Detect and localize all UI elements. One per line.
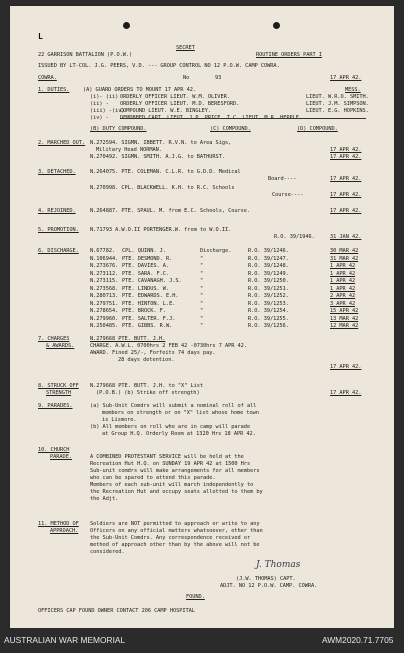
struck-off-date: 17 APR 42. bbox=[330, 390, 362, 396]
order-date: 17 APR 42. bbox=[330, 75, 362, 81]
approach-line: Officers on any official matters whatsoever, other than bbox=[90, 528, 263, 534]
discharge-date: 12 MAR 42 bbox=[330, 323, 359, 329]
church-line: A COMBINED PROTESTANT SERVICE will be held at the bbox=[90, 454, 244, 460]
discharge-note: Discharge. bbox=[200, 248, 232, 254]
discharge-ref: R.O. 39/1255. bbox=[248, 315, 289, 322]
parades-line: (a) Sub-Unit Comdrs will submit a nominal roll of all bbox=[90, 403, 257, 409]
discharge-date: 31 MAR 42 bbox=[330, 255, 359, 262]
detached-line: N.264075. PTE. COLEMAN. C.L.R. to G.D.D. Medical bbox=[90, 169, 241, 175]
discharge-name: PTE. DESMOND. R. bbox=[122, 255, 173, 262]
discharge-date: 30 MAR 42 bbox=[330, 248, 359, 254]
detached-date: 17 APR 42. bbox=[330, 176, 362, 182]
section-label-awards: & AWARDS. bbox=[46, 343, 75, 349]
section-label-duties: 1. DUTIES. bbox=[38, 87, 70, 93]
archive-footer bbox=[0, 628, 404, 653]
discharge-name: CPL. QUINN. J. bbox=[122, 248, 166, 254]
promotion-line: R.O. 39/1946. bbox=[274, 234, 315, 240]
issued-line: ISSUED BY LT-COL. J.G. PEERS, V.D. --- GROUP CONTROL NO 12 P.O.W. CAMP COWRA. bbox=[38, 63, 280, 69]
duty-row-item: (ii) - bbox=[90, 101, 109, 107]
archive-name: AUSTRALIAN WAR MEMORIAL bbox=[4, 635, 126, 645]
parades-line: members on strength or on "X" list whose home town bbox=[102, 410, 259, 416]
charges-line: AWARD. Fined 25/-, Forfeits 74 days pay. bbox=[90, 350, 216, 356]
duty-row-item: (iv) - bbox=[90, 115, 109, 121]
discharge-date: 13 MAR 42 bbox=[330, 315, 359, 322]
discharge-ref: R.O. 39/1250. bbox=[248, 278, 289, 284]
duty-row-text: ORDERLY OFFICER LIEUT. M.D. BERESFORD. bbox=[120, 101, 240, 107]
discharge-date: 3 APR 42 bbox=[330, 300, 356, 307]
discharge-note: " bbox=[200, 270, 204, 277]
section-label-method: 11. METHOD OF bbox=[38, 521, 79, 527]
charges-line: 28 days detention. bbox=[118, 357, 175, 363]
detached-line: N.270998. CPL. BLACKWELL. K.H. to R.C. Schools bbox=[90, 185, 235, 191]
discharge-name: PTE. EDWARDS. E.H. bbox=[122, 293, 179, 299]
marched-out-date: 17 APR 42. bbox=[330, 147, 362, 153]
discharge-service-number: N.273112. bbox=[90, 270, 119, 277]
discharge-name: PTE. DAVIES. A. bbox=[122, 263, 170, 269]
discharge-name: PTE. LINDUS. W. bbox=[122, 285, 170, 292]
signatory-name: (J.W. THOMAS) CAPT. bbox=[236, 576, 296, 582]
charges-line: CHARGE. A.W.L. 0700hrs 2 FEB 42 -0730hrs 7 APR 42. bbox=[90, 343, 247, 349]
approach-line: method of approach other than by the above will not be bbox=[90, 542, 260, 548]
discharge-service-number: N.273676. bbox=[90, 263, 119, 269]
church-line: Members of each sub-unit will march independently to bbox=[90, 482, 254, 488]
order-number: 93 bbox=[215, 75, 222, 81]
marched-out-line: Military Head NORMAN. bbox=[96, 147, 162, 153]
guard-orders-line: (A) GUARD ORDERS TO MOUNT 17 APR 42. bbox=[83, 87, 197, 93]
struck-off-line: N.279668 PTE. BUTT. J.H. to "X" List bbox=[90, 383, 204, 389]
discharge-ref: R.O. 39/1251. bbox=[248, 285, 289, 292]
duty-row-item: (iii) -(iv) bbox=[90, 108, 125, 114]
compound-head: (C) COMPOUND. bbox=[210, 126, 251, 132]
discharge-note: " bbox=[200, 300, 204, 307]
discharge-service-number: N.279960. bbox=[90, 315, 119, 322]
discharge-ref: R.O. 39/1248. bbox=[248, 263, 289, 269]
discharge-note: " bbox=[200, 293, 204, 299]
section-label-church: 10. CHURCH bbox=[38, 447, 70, 453]
discharge-note: " bbox=[200, 285, 204, 292]
detached-date: 17 APR 42. bbox=[330, 192, 362, 198]
unit-title: 22 GARRISON BATTALION (P.O.W.) bbox=[38, 52, 133, 58]
duty-compound-head: (B) DUTY COMPOUND. bbox=[90, 126, 147, 132]
discharge-ref: R.O. 39/1254. bbox=[248, 308, 289, 314]
duty-row-text: DEMOBBED CAPT. LIEUT. J.P. PRICE. T.C. LIEUT. M.R. HEPPLE. bbox=[120, 115, 303, 121]
discharge-name: PTE. GIBBS. R.W. bbox=[122, 323, 173, 329]
approach-line: considered. bbox=[90, 549, 125, 555]
church-line: the Recreation Hut and occupy seats allotted to them by bbox=[90, 489, 263, 495]
compound-head: (D) COMPOUND. bbox=[297, 126, 338, 132]
section-label-parade: PARADE. bbox=[50, 454, 72, 460]
approach-line: the Sub-Unit Comdrs. Any correspondence received or bbox=[90, 535, 251, 541]
discharge-note: " bbox=[200, 323, 204, 329]
discharge-ref: R.O. 39/1249. bbox=[248, 270, 289, 277]
promotion-date: 31 JAN 42. bbox=[330, 234, 362, 240]
discharge-service-number: N.280713. bbox=[90, 293, 119, 299]
church-line: Recreation Hut H.Q. on SUNDAY 19 APR 42 at 1500 Hrs bbox=[90, 461, 251, 467]
found-line: OFFICERS CAP FOUND OWNER CONTACT 206 CAMP HOSPITAL bbox=[38, 608, 195, 614]
approach-line: Soldiers are NOT permitted to approach or write to any bbox=[90, 521, 260, 527]
section-label-detached: 3. DETACHED. bbox=[38, 169, 76, 175]
discharge-service-number: N.106944. bbox=[90, 255, 119, 262]
handwritten-mark: L bbox=[38, 32, 43, 41]
discharge-service-number: N.250485. bbox=[90, 323, 119, 329]
discharge-service-number: N.67782. bbox=[90, 248, 116, 254]
discharge-name: PTE. SALTER. F.J. bbox=[122, 315, 176, 322]
duty-row-item: (i)- (ii) bbox=[90, 94, 119, 100]
signatory-title: ADJT. NO 12 P.O.W. CAMP. COWRA. bbox=[220, 583, 318, 589]
rejoined-line: N.264887. PTE. SPAUL. M. from E.C. Schools, Course. bbox=[90, 208, 251, 214]
punch-hole bbox=[273, 22, 280, 29]
discharge-name: PTE. BROCK. F. bbox=[122, 308, 166, 314]
duty-row-right: LIEUT. E.G. HOPKINS. bbox=[306, 108, 369, 114]
found-heading: FOUND. bbox=[186, 594, 205, 600]
duty-row-right: LIEUT. W.R.O. SMITH. bbox=[306, 94, 369, 100]
punch-hole bbox=[123, 22, 130, 29]
discharge-name: PTE. CAVANAGH. J.S. bbox=[122, 278, 182, 284]
section-label-strength: STRENGTH bbox=[46, 390, 72, 396]
discharge-service-number: N.279751. bbox=[90, 300, 119, 307]
discharge-name: PTE. HINTON. L.E. bbox=[122, 300, 176, 307]
struck-off-line: (P.O.B.) (b) Strike off strength) bbox=[96, 390, 200, 396]
discharge-service-number: N.273115. bbox=[90, 278, 119, 284]
section-label-discharge: 6. DISCHARGE. bbox=[38, 248, 79, 254]
duty-row-right: LIEUT. J.M. SIMPSON. bbox=[306, 101, 369, 107]
discharge-ref: R.O. 39/1252. bbox=[248, 293, 289, 299]
discharge-note: " bbox=[200, 315, 204, 322]
strike-through-line bbox=[120, 118, 366, 119]
parades-line: (b) All members on roll who are in camp will parade bbox=[90, 424, 251, 430]
parades-line: at Group H.Q. Orderly Room at 1320 Hrs 18 APR 42. bbox=[102, 431, 256, 437]
discharge-note: " bbox=[200, 263, 204, 269]
discharge-date: 15 APR 42 bbox=[330, 308, 359, 314]
detached-line: Course---- bbox=[272, 192, 304, 198]
handwritten-signature: J. Thomas bbox=[256, 560, 301, 570]
parades-line: is Lismore. bbox=[102, 417, 137, 423]
document-sheet bbox=[10, 6, 394, 628]
discharge-date: 1 APR 42 bbox=[330, 270, 356, 277]
discharge-ref: R.O. 39/1247. bbox=[248, 255, 289, 262]
discharge-ref: R.O. 39/1256. bbox=[248, 323, 289, 329]
discharge-name: PTE. SARA. F.C. bbox=[122, 270, 170, 277]
section-label-approach: APPROACH. bbox=[50, 528, 79, 534]
duty-row-text: ORDERLY OFFICER LIEUT. W.M. OLIVER. bbox=[120, 94, 230, 100]
church-line: who can be spared to attend this parade. bbox=[90, 475, 216, 481]
section-label-rejoined: 4. REJOINED. bbox=[38, 208, 76, 214]
duty-row-text: COMPOUND LIEUT. W.E. BINGLEY. bbox=[120, 108, 212, 114]
section-label-struck-off: 8. STRUCK OFF bbox=[38, 383, 79, 389]
promotion-line: N.71793 A.W.O.II PORTENGER.W. from to W.O.II. bbox=[90, 227, 232, 233]
detached-line: Board---- bbox=[268, 176, 297, 182]
orders-title: ROUTINE ORDERS PART I bbox=[256, 52, 322, 58]
location-label: COWRA. bbox=[38, 75, 57, 81]
section-label-promotion: 5. PROMOTION. bbox=[38, 227, 79, 233]
discharge-ref: R.O. 39/1253. bbox=[248, 300, 289, 307]
discharge-note: " bbox=[200, 308, 204, 314]
discharge-date: 2 APR 42 bbox=[330, 293, 356, 299]
section-label-charges: 7. CHARGES bbox=[38, 336, 70, 342]
discharge-ref: R.O. 39/1246. bbox=[248, 248, 289, 254]
discharge-date: 1 APR 42 bbox=[330, 263, 356, 269]
church-line: the Adjt. bbox=[90, 496, 119, 502]
discharge-date: 1 APR 42 bbox=[330, 285, 356, 292]
archive-accession-number: AWM2020.71.7705 bbox=[322, 635, 394, 645]
discharge-date: 1 APR 42 bbox=[330, 278, 356, 284]
section-label-parades: 9. PARADES. bbox=[38, 403, 73, 409]
marched-out-line: N.272594. SIGMN. IBBETT. R.V.N. to Area Sigs, bbox=[90, 140, 232, 146]
discharge-note: " bbox=[200, 278, 204, 284]
section-label-marched-out: 2. MARCHED OUT. bbox=[38, 140, 86, 146]
rejoined-date: 17 APR 42. bbox=[330, 208, 362, 214]
security-classification: SECRET bbox=[176, 45, 195, 51]
discharge-service-number: N.278654. bbox=[90, 308, 119, 314]
charges-date: 17 APR 42. bbox=[330, 364, 362, 370]
discharge-note: " bbox=[200, 255, 204, 262]
order-number-label: No bbox=[183, 75, 190, 81]
marched-out-line: N.270492. SIGMN. SMITH. A.J.G. to BATHURST. bbox=[90, 154, 225, 160]
church-line: Sub-unit comdrs will make arrangements for all members bbox=[90, 468, 260, 474]
discharge-service-number: N.273568. bbox=[90, 285, 119, 292]
marched-out-date: 17 APR 42. bbox=[330, 154, 362, 160]
charges-line: N.279668 PTE. BUTT. J.H. bbox=[90, 336, 166, 342]
mess-label: MESS. bbox=[345, 87, 361, 93]
